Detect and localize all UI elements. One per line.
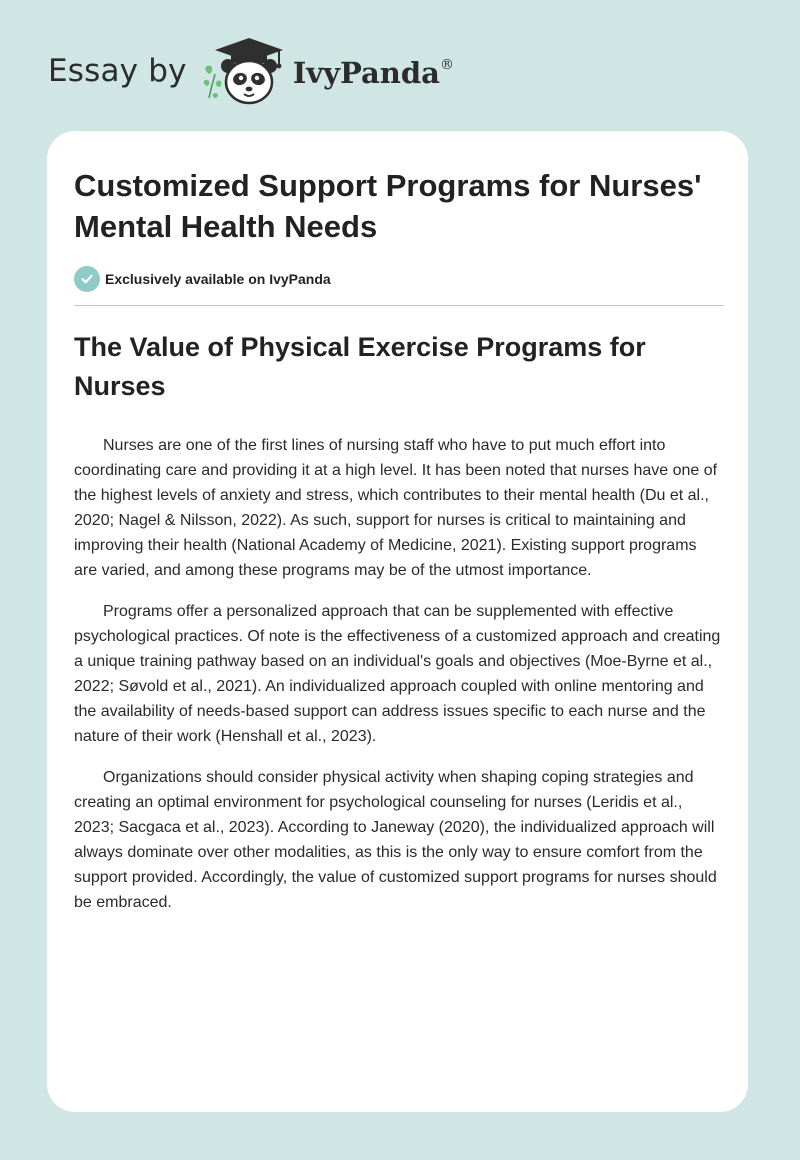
ivy-leaf-icon (203, 66, 221, 98)
divider (74, 305, 724, 306)
registered-mark: ® (439, 57, 454, 73)
panda-logo-icon[interactable] (201, 34, 291, 108)
article-body (74, 165, 724, 915)
exclusive-badge (74, 266, 724, 292)
brand-name[interactable] (293, 56, 454, 90)
brand-text: IvyPanda (292, 56, 440, 90)
exclusive-label: Exclusively available on IvyPanda (105, 271, 331, 287)
paragraph: Organizations should consider physical activity when shaping coping strategies and creating an optimal environment for psychological counseling for nurses (Leridis et al., 2023; Sacgaca et al., 2023). According to Janeway (2020), the individualized approach will always dominate over other modalities, as this is the only way to ensure comfort from the support provided. Accordingly, the value of customized support programs for nurses should be embraced. (74, 769, 717, 911)
page-title: Customized Support Programs for Nurses' Mental Health Needs (74, 168, 702, 244)
essay-by-label: Essay by (48, 53, 187, 89)
section-heading: The Value of Physical Exercise Programs for Nurses (74, 332, 646, 401)
paragraph: Nurses are one of the first lines of nursing staff who have to put much effort into coordinating care and providing it at a high level. It has been noted that nurses have one of the highest levels of anxiety and stress, which contributes to their mental health (Du et al., 2020; Nagel & Nilsson, 2022). As such, support for nurses is critical to maintaining and improving their health (National Academy of Medicine, 2021). Existing support programs are varied, and among these programs may be of the utmost importance. (74, 437, 718, 579)
article-card (47, 131, 748, 1112)
check-icon (74, 266, 100, 292)
paragraph: Programs offer a personalized approach that can be supplemented with effective psychological practices. Of note is the effectiveness of a customized approach and creating a unique training pathway based on an individual's goals and objectives (Moe-Byrne et al., 2022; Søvold et al., 2021). An individualized approach coupled with online mentoring and the availability of needs-based support can address issues specific to each nurse and the nature of their work (Henshall et al., 2023). (74, 603, 721, 745)
site-header (48, 34, 454, 108)
